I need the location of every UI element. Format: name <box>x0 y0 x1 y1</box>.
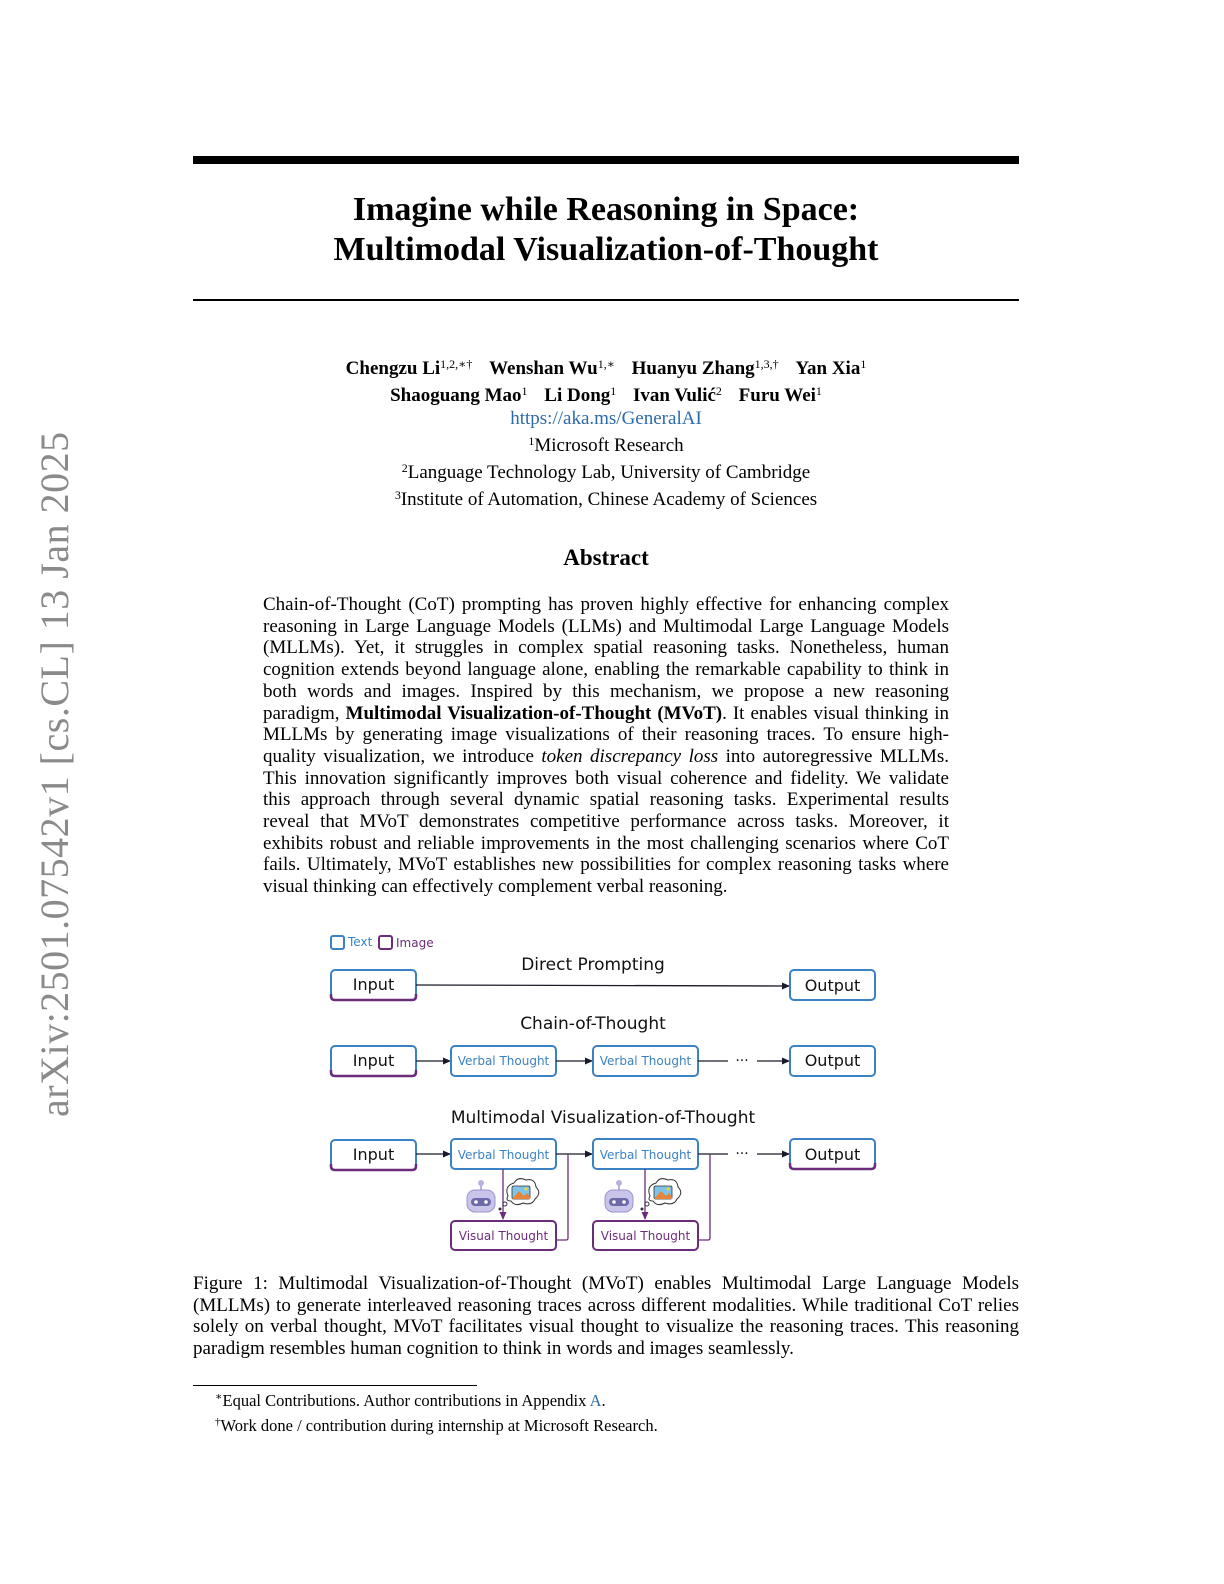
input-box <box>331 970 416 1000</box>
verbal-thought-box <box>451 1046 556 1076</box>
author-name: Furu Wei <box>738 385 816 406</box>
author-row-2 <box>193 380 1019 407</box>
author-affil-mark: 1 <box>610 384 617 398</box>
author-name: Shaoguang Mao <box>390 385 522 406</box>
author-block <box>193 353 1019 511</box>
legend-image-label: Image <box>396 936 434 950</box>
ellipsis: ··· <box>735 1146 749 1162</box>
author-row-1 <box>193 353 1019 380</box>
figure-legend <box>331 935 434 950</box>
svg-text:Verbal Thought: Verbal Thought <box>599 1054 692 1068</box>
input-box <box>331 1140 416 1170</box>
input-box <box>331 1046 416 1076</box>
title-rule-bottom <box>193 299 1019 301</box>
author-affil-mark: 1 <box>521 384 528 398</box>
author-name: Li Dong <box>544 385 611 406</box>
row-title-chain-of-thought: Chain-of-Thought <box>520 1014 666 1034</box>
svg-text:Output: Output <box>804 1051 861 1070</box>
svg-text:Output: Output <box>804 1145 861 1164</box>
author-affil-mark: 1,2,∗† <box>440 357 473 371</box>
author-affil-mark: 1,3,† <box>754 357 779 371</box>
visual-thought-box <box>451 1221 556 1250</box>
arxiv-sidebar-stamp: arXiv:2501.07542v1 [cs.CL] 13 Jan 2025 <box>32 431 77 1117</box>
author-name: Ivan Vulić <box>633 385 716 406</box>
author-name: Wenshan Wu <box>489 358 598 379</box>
svg-text:Output: Output <box>804 976 861 995</box>
ellipsis: ··· <box>735 1053 749 1069</box>
footnote: ∗Equal Contributions. Author contributions in Appendix A. <box>215 1391 606 1410</box>
author-affil-mark: 1 <box>815 384 822 398</box>
svg-text:Input: Input <box>352 1051 395 1070</box>
author-name: Chengzu Li <box>345 358 441 379</box>
title-line-2: Multimodal Visualization-of-Thought <box>333 231 879 268</box>
image-thought-bubble-icon <box>499 1179 539 1211</box>
footnote: †Work done / contribution during internship at Microsoft Research. <box>215 1415 658 1435</box>
footnotes <box>193 1387 1019 1436</box>
visual-thought-box <box>593 1221 698 1250</box>
robot-icon <box>467 1180 495 1212</box>
affiliation: $^3$Institute of Automation, Chinese Academy of Sciences <box>394 488 818 510</box>
robot-icon <box>605 1180 633 1212</box>
method-name: Multimodal Visualization-of-Thought (MVoT) <box>345 702 723 724</box>
loss-name: token discrepancy loss <box>541 745 719 767</box>
output-box <box>790 970 875 1000</box>
abstract-heading: Abstract <box>563 545 649 570</box>
legend-text-label: Text <box>348 935 373 949</box>
title-rule-top <box>193 156 1019 164</box>
connector <box>556 1154 568 1240</box>
affiliation: $^2$Language Technology Lab, University of Cambridge <box>401 461 811 483</box>
image-thought-bubble-icon <box>641 1179 681 1211</box>
svg-text:Visual Thought: Visual Thought <box>458 1229 549 1243</box>
arrow <box>416 985 789 986</box>
appendix-link[interactable]: A <box>589 1391 602 1410</box>
svg-text:Verbal Thought: Verbal Thought <box>599 1148 692 1162</box>
footnote-rule <box>193 1385 477 1386</box>
author-affil-mark: 1,∗ <box>597 357 615 371</box>
paper-title <box>193 190 1019 270</box>
abstract-body: Chain-of-Thought (CoT) prompting has proven highly effective for enhancing complex reasoning in Large Language Models (LLMs) and Multimodal Large Language Models (MLLMs). Yet, it struggles in complex spatial reasoning tasks. Nonetheless, human cognition extends beyond language alone, enabling the remarkable capability to think in both words and images. Inspired by this mechanism, we propose a new reasoning paradigm, Multimodal Visualization-of-Thought (MVoT). It enables visual thinking in MLLMs by generating image visualizations of their reasoning traces. To ensure high-quality visualization, we introduce token discrepancy loss into autoregressive MLLMs. This innovation significantly improves both visual coherence and fidelity. We validate this approach through several dynamic spatial reasoning tasks. Experimental results reveal that MVoT demonstrates competitive performance across tasks. Moreover, it exhibits robust and reliable improvements in the most challenging scenarios where CoT fails. Ultimately, MVoT establishes new possibilities for complex reasoning tasks where visual thinking can effectively complement verbal reasoning. <box>263 594 950 898</box>
author-name: Yan Xia <box>795 358 861 379</box>
verbal-thought-box <box>593 1139 698 1169</box>
project-link[interactable]: https://aka.ms/GeneralAI <box>510 408 702 429</box>
author-affil-mark: 1 <box>860 357 867 371</box>
output-box <box>790 1046 875 1076</box>
svg-text:Verbal Thought: Verbal Thought <box>457 1054 550 1068</box>
author-affil-mark: 2 <box>715 384 722 398</box>
figure-caption: Figure 1: Multimodal Visualization-of-Thought (MVoT) enables Multimodal Large Language Models (MLLMs) to generate interleaved reasoning traces across different modalities. While traditional CoT relies solely on verbal thought, MVoT facilitates visual thought to visualize the reasoning traces. This reasoning paradigm resembles human cognition to think in words and images seamlessly. <box>193 1273 1019 1360</box>
svg-text:Verbal Thought: Verbal Thought <box>457 1148 550 1162</box>
svg-text:Input: Input <box>352 1145 395 1164</box>
connector <box>698 1154 710 1240</box>
output-box <box>790 1139 875 1169</box>
figure-1-diagram <box>320 928 890 1258</box>
author-name: Huanyu Zhang <box>631 358 755 379</box>
verbal-thought-box <box>451 1139 556 1169</box>
row-title-mvot: Multimodal Visualization-of-Thought <box>450 1108 756 1128</box>
affiliation: $^1$Microsoft Research <box>528 434 684 456</box>
svg-text:Input: Input <box>352 975 395 994</box>
row-title-direct-prompting: Direct Prompting <box>521 955 665 975</box>
title-line-1: Imagine while Reasoning in Space: <box>352 191 860 228</box>
verbal-thought-box <box>593 1046 698 1076</box>
svg-text:Visual Thought: Visual Thought <box>600 1229 691 1243</box>
